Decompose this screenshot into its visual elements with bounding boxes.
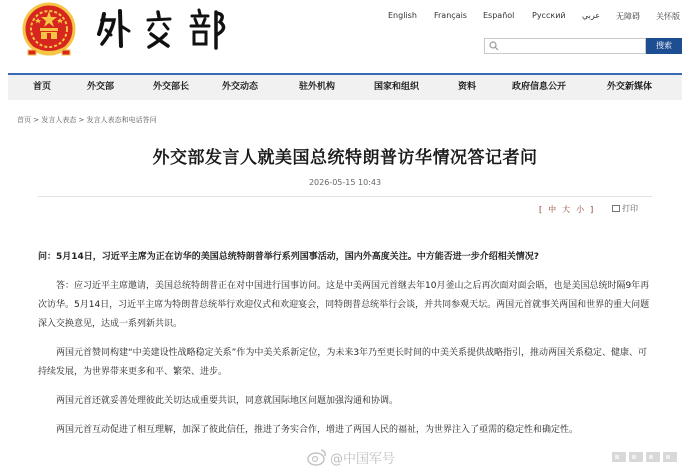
lang-spanish-link[interactable]: Español bbox=[483, 11, 515, 20]
breadcrumb-home[interactable]: 首页 bbox=[17, 116, 31, 124]
lang-french-link[interactable]: Français bbox=[434, 11, 467, 20]
font-size-controls bbox=[536, 204, 596, 215]
nav-item-gov-info[interactable]: 政府信息公开 bbox=[512, 82, 567, 92]
accessibility-link[interactable]: 无障碍 bbox=[616, 12, 640, 21]
search-input[interactable] bbox=[485, 45, 645, 59]
pixel-text-decoration bbox=[612, 450, 680, 464]
language-bar bbox=[0, 11, 690, 25]
breadcrumb-current[interactable]: 发言人表态和电话答问 bbox=[86, 116, 157, 124]
article-paragraph: 两国元首赞同构建“中美建设性战略稳定关系”作为中美关系新定位，为未来3年乃至更长时间的中美关系提供战略指引，推动两国关系稳定、健康、可持续发展，为世界带来更多和平、繁荣、进步。 bbox=[38, 348, 648, 377]
article-paragraph: 答：应习近平主席邀请，美国总统特朗普正在对中国进行国事访问。这是中美两国元首继去年10月釜山之后再次面对面会晤，也是美国总统时隔9年再次访华。5月14日，习近平主席为特朗普总统举行欢迎仪式和欢迎宴会，同特朗普总统举行会谈，并共同参观天坛。两国元首就事关两国和世界的重大问题深入交换意见，达成一系列新共识。 bbox=[38, 281, 650, 329]
article-date: 2026-05-15 10:43 bbox=[308, 178, 382, 187]
main-nav bbox=[8, 73, 682, 100]
font-size-medium-link[interactable]: 中 bbox=[548, 205, 557, 214]
font-size-large-link[interactable]: 大 bbox=[562, 205, 571, 214]
bracket-close: ] bbox=[590, 205, 594, 214]
weibo-icon bbox=[306, 446, 328, 468]
article-question: 问：5月14日，习近平主席为正在访华的美国总统特朗普举行系列国事活动，国内外高度关注。中方能否进一步介绍相关情况? bbox=[38, 252, 540, 262]
article-paragraph: 两国元首还就妥善处理彼此关切达成重要共识，同意就国际地区问题加强沟通和协调。 bbox=[56, 396, 399, 406]
breadcrumb-spokesperson[interactable]: 发言人表态 bbox=[41, 116, 77, 124]
lang-english-link[interactable]: English bbox=[388, 11, 417, 20]
breadcrumb-separator: > bbox=[31, 116, 42, 124]
article-body bbox=[38, 248, 653, 450]
search-button[interactable]: 搜索 bbox=[646, 38, 682, 54]
search-box bbox=[484, 38, 646, 54]
article-paragraph: 两国元首互动促进了相互理解，加深了彼此信任，推进了务实合作，增进了两国人民的福祉，为世界注入了亟需的稳定性和确定性。 bbox=[56, 425, 579, 435]
nav-item-home[interactable]: 首页 bbox=[33, 82, 52, 92]
site-header bbox=[0, 0, 690, 72]
print-button[interactable] bbox=[612, 203, 638, 214]
care-mode-link[interactable]: 关怀版 bbox=[656, 12, 680, 21]
lang-russian-link[interactable]: Русский bbox=[532, 11, 566, 20]
lang-arabic-link[interactable]: عربي bbox=[582, 11, 601, 20]
print-label: 打印 bbox=[622, 204, 638, 213]
bracket-open: [ bbox=[539, 205, 543, 214]
nav-item-minister[interactable]: 外交部长 bbox=[153, 82, 190, 92]
watermark-text: @中国军号 bbox=[330, 452, 396, 467]
breadcrumb bbox=[17, 115, 157, 125]
nav-item-ministry[interactable]: 外交部 bbox=[87, 82, 115, 92]
search-icon bbox=[489, 41, 499, 51]
nav-item-diplomatic-news[interactable]: 外交动态 bbox=[222, 82, 259, 92]
title-divider bbox=[38, 196, 652, 197]
weibo-watermark bbox=[306, 446, 406, 468]
printer-icon bbox=[612, 205, 620, 212]
nav-item-new-media[interactable]: 外交新媒体 bbox=[607, 82, 653, 92]
font-size-small-link[interactable]: 小 bbox=[576, 205, 585, 214]
breadcrumb-separator: > bbox=[76, 116, 87, 124]
nav-item-resources[interactable]: 资料 bbox=[458, 82, 477, 92]
nav-item-countries-orgs[interactable]: 国家和组织 bbox=[374, 82, 420, 92]
article-title: 外交部发言人就美国总统特朗普访华情况答记者问 bbox=[152, 148, 538, 168]
nav-item-missions[interactable]: 驻外机构 bbox=[299, 82, 336, 92]
